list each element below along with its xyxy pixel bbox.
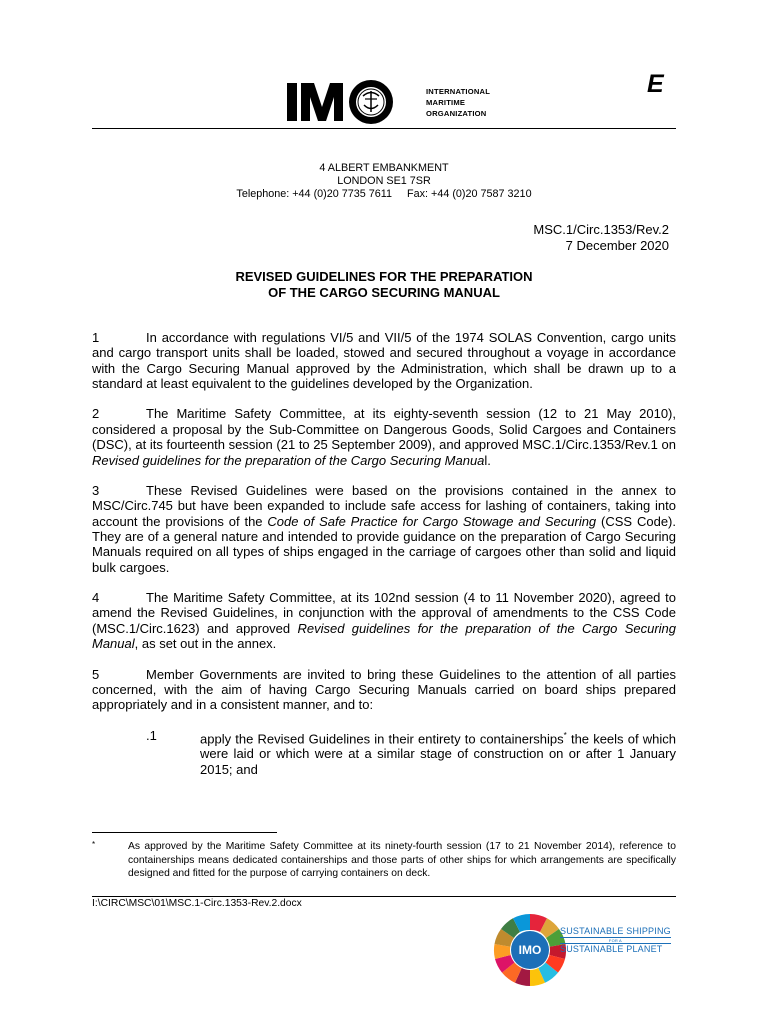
footnote-reference[interactable]: * bbox=[563, 730, 567, 740]
document-body bbox=[92, 330, 676, 792]
address-block bbox=[92, 162, 676, 201]
footnote-text: As approved by the Maritime Safety Committee at its ninety-fourth session (17 to 21 November 2014), reference to containerships means dedicated containerships and those parts of other ships for which arrangements are specifically designed and fitted for the purpose of carrying containers on deck. bbox=[128, 841, 676, 880]
paragraph-italic: Code of Safe Practice for Cargo Stowage and Securing bbox=[267, 513, 597, 529]
telephone: Telephone: +44 (0)20 7735 7611 bbox=[236, 188, 393, 200]
subparagraph-text: apply the Revised Guidelines in their entirety to containerships bbox=[200, 730, 564, 746]
paragraph-5 bbox=[92, 667, 676, 713]
organization-name bbox=[426, 86, 490, 119]
title-line: REVISED GUIDELINES FOR THE PREPARATION bbox=[235, 269, 533, 284]
address-line: 4 ALBERT EMBANKMENT bbox=[319, 162, 449, 174]
paragraph-number: 4 bbox=[92, 590, 100, 606]
paragraph-4 bbox=[92, 590, 676, 652]
paragraph-number: 1 bbox=[92, 330, 100, 345]
paragraph-3 bbox=[92, 483, 676, 575]
paragraph-number: 3 bbox=[92, 482, 100, 498]
paragraph-italic: Revised guidelines for the preparation of the Cargo Securing Manual bbox=[92, 620, 677, 652]
file-path: I:\CIRC\MSC\01\MSC.1-Circ.1353-Rev.2.docx bbox=[92, 898, 302, 909]
paragraph-text: Member Governments are invited to bring these Guidelines to the attention of all parties concerned, with the aim of having Cargo Securing Manuals carried on board ships prepared appropriately and in a consistent manner, and to: bbox=[92, 666, 676, 713]
paragraph-text: , as set out in the annex. bbox=[134, 636, 277, 652]
paragraph-text: In accordance with regulations VI/5 and VII/5 of the 1974 SOLAS Convention, cargo units and cargo transport units shall be loaded, stowed and secured throughout a voyage in accordance with the Cargo Securing Manual approved by the Administration, which shall be drawn up to a standard at least equivalent to the guidelines developed by the Organization. bbox=[92, 330, 676, 392]
document-title bbox=[92, 269, 676, 301]
footnote-divider bbox=[92, 832, 277, 833]
footnote-mark: * bbox=[92, 840, 96, 849]
header-divider bbox=[92, 128, 676, 129]
fax: Fax: +44 (0)20 7587 3210 bbox=[407, 188, 532, 200]
paragraph-text: (CSS Code). They are of a general nature and intended to provide guidance on the preparation of Cargo Securing Manuals required on all types of ships engaged in the carriage of cargoes other than solid and liquid bulk cargoes. bbox=[92, 513, 676, 575]
paragraph-number: 5 bbox=[92, 666, 100, 682]
language-mark: E bbox=[647, 70, 664, 98]
paragraph-italic: Revised guidelines for the preparation of the Cargo Securing Manua bbox=[92, 452, 485, 468]
contact-row bbox=[92, 188, 676, 201]
paragraph-2 bbox=[92, 406, 676, 468]
paragraph-number: 2 bbox=[92, 406, 100, 422]
badge-line: SUSTAINABLE SHIPPING bbox=[560, 926, 671, 936]
title-line: OF THE CARGO SECURING MANUAL bbox=[268, 285, 500, 300]
org-name-line: MARITIME bbox=[426, 98, 466, 107]
document-symbol: MSC.1/Circ.1353/Rev.2 bbox=[533, 222, 669, 237]
sustainability-badge bbox=[560, 926, 671, 955]
subparagraph-text: the keels of which were laid or which were at a similar stage of construction on or after 1 January 2015; and bbox=[200, 730, 676, 777]
badge-logo: IMO bbox=[518, 943, 542, 957]
footer-divider bbox=[92, 896, 676, 897]
address-line: LONDON SE1 7SR bbox=[337, 175, 431, 187]
paragraph-text: l. bbox=[484, 452, 491, 468]
paragraph-text: These Revised Guidelines were based on the provisions contained in the annex to MSC/Circ.745 but have been expanded to include safe access for lashing of containers, taking into account the provisions of the bbox=[92, 482, 676, 529]
paragraph-1 bbox=[92, 330, 676, 392]
subparagraph-number: .1 bbox=[146, 727, 157, 743]
sdg-wheel-icon bbox=[490, 910, 570, 990]
badge-small-text: FOR A bbox=[608, 938, 622, 943]
paragraph-text: The Maritime Safety Committee, at its 102nd session (4 to 11 November 2020), agreed to amend the Revised Guidelines, in conjunction with the approval of amendments to the CSS Code (MSC.1/Circ.1623) and approved bbox=[92, 590, 676, 636]
document-date: 7 December 2020 bbox=[565, 238, 669, 253]
badge-line: SUSTAINABLE PLANET bbox=[560, 943, 671, 955]
footnote bbox=[92, 840, 676, 881]
document-reference bbox=[533, 222, 669, 254]
paragraph-text: The Maritime Safety Committee, at its eighty-seventh session (12 to 21 May 2010), considered a proposal by the Sub-Committee on Dangerous Goods, Solid Cargoes and Containers (DSC), at its fourteenth session (21 to 25 September 2009), and approved MSC.1/Circ.1353/Rev.1 on bbox=[92, 406, 676, 453]
subparagraph-1 bbox=[146, 727, 676, 778]
org-name-line: INTERNATIONAL bbox=[426, 87, 491, 96]
org-name-line: ORGANIZATION bbox=[426, 109, 487, 118]
